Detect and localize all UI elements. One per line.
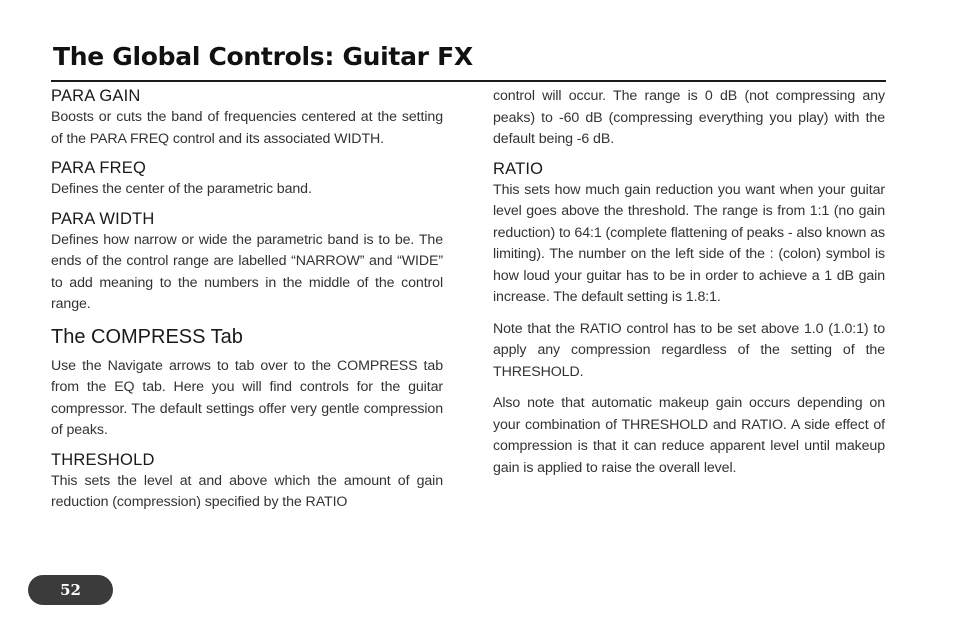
page-title: The Global Controls: Guitar FX — [53, 42, 473, 71]
page-number-badge: 52 — [28, 575, 113, 605]
ratio-heading: RATIO — [493, 159, 544, 178]
title-divider — [51, 80, 886, 82]
left-column — [51, 86, 443, 514]
compress-tab-body: Use the Navigate arrows to tab over to the COMPRESS tab from the EQ tab. Here you will find controls for the guitar compressor. The default settings offer very gentle compression of peaks. — [51, 357, 443, 438]
para-width-body: Defines how narrow or wide the parametric band is to be. The ends of the control range are labelled “NARROW” and “WIDE” to add meaning to the numbers in the middle of the control range. — [51, 231, 443, 312]
ratio-note: Note that the RATIO control has to be set above 1.0 (1.0:1) to apply any compression regardless of the setting of the THRESHOLD. — [493, 320, 885, 380]
para-gain-body: Boosts or cuts the band of frequencies centered at the setting of the PARA FREQ control and its associated WIDTH. — [51, 109, 443, 147]
para-freq-body: Defines the center of the parametric band. — [51, 181, 312, 197]
threshold-body: This sets the level at and above which the amount of gain reduction (compression) specified by the RATIO — [51, 472, 443, 510]
threshold-heading: THRESHOLD — [51, 450, 155, 469]
para-freq-heading: PARA FREQ — [51, 159, 147, 177]
threshold-body-continued: control will occur. The range is 0 dB (not compressing any peaks) to -60 dB (compressing everything you play) with the default being -6 dB. — [493, 88, 885, 147]
para-gain-heading: PARA GAIN — [51, 87, 141, 105]
right-column — [493, 86, 885, 479]
ratio-body: This sets how much gain reduction you want when your guitar level goes above the threshold. The range is from 1:1 (no gain reduction) to 64:1 (complete flattening of peaks - also known as limiting). The number on the left side of the : (colon) symbol is how loud your guitar has to be in order to achieve a 1 dB gain increase. The default setting is 1.8:1. — [493, 181, 885, 305]
makeup-gain-note: Also note that automatic makeup gain occurs depending on your combination of THRESHOLD and RATIO. A side effect of compression is that it can reduce apparent level until makeup gain is applied to raise the overall level. — [493, 395, 885, 476]
para-width-heading: PARA WIDTH — [51, 209, 155, 228]
compress-tab-heading: The COMPRESS Tab — [51, 325, 243, 348]
